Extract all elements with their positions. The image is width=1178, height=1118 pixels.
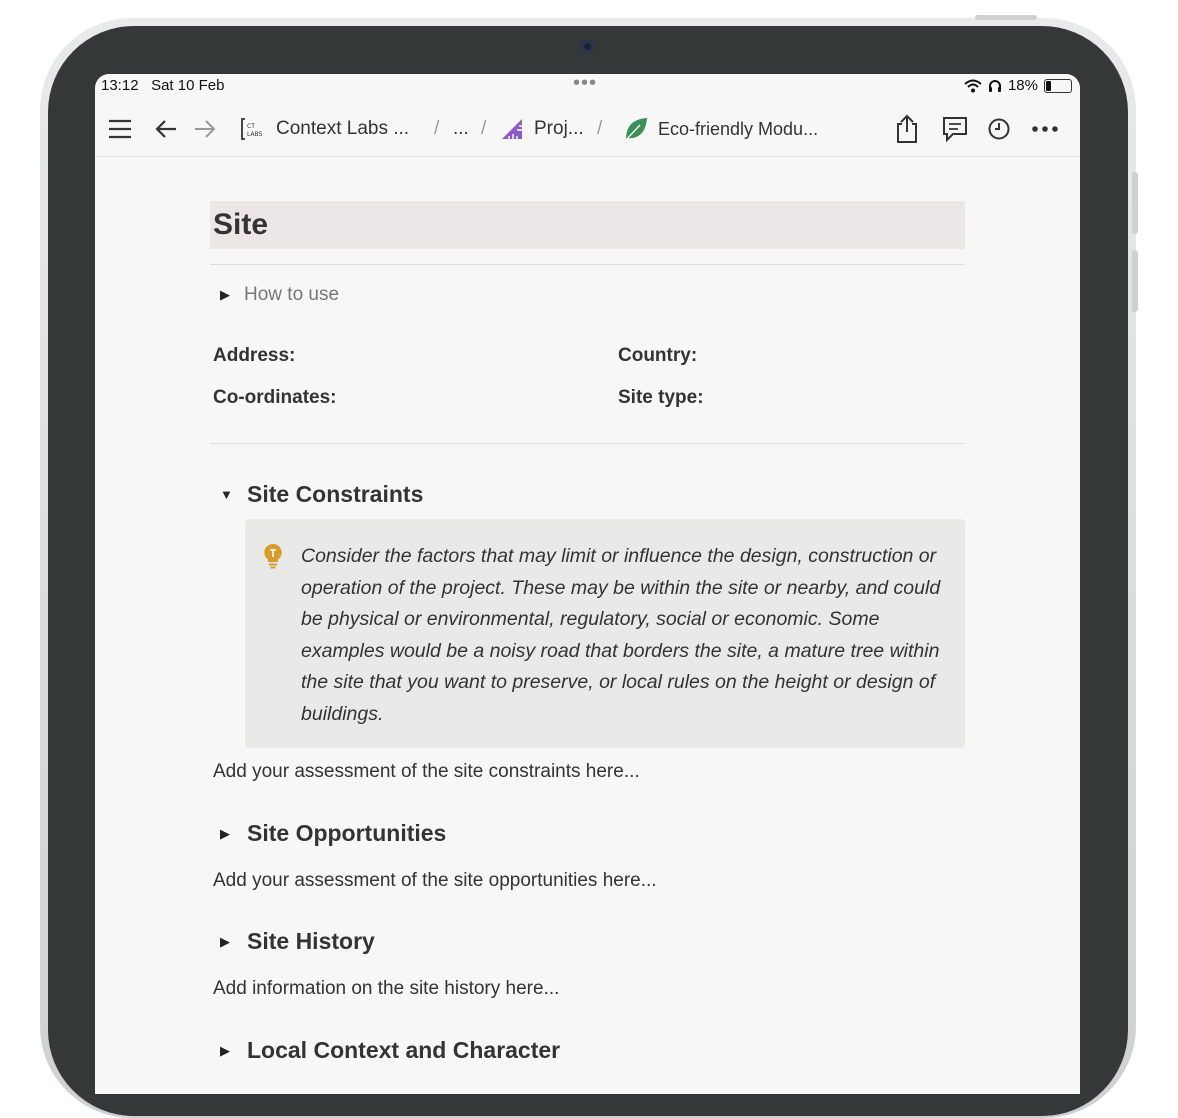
power-button — [975, 15, 1037, 20]
lightbulb-icon — [263, 543, 283, 569]
wifi-icon — [964, 79, 982, 93]
share-icon — [895, 114, 919, 144]
toggle-collapsed-icon: ▶ — [220, 825, 230, 841]
back-button[interactable] — [155, 102, 177, 156]
forward-button[interactable] — [194, 102, 216, 156]
toggle-collapsed-icon: ▶ — [220, 287, 230, 302]
status-date: Sat 10 Feb — [151, 77, 225, 94]
more-options-button[interactable] — [1031, 102, 1059, 156]
toggle-site-history[interactable] — [210, 928, 375, 955]
toggle-collapsed-icon: ▶ — [220, 933, 230, 949]
callout-block — [245, 519, 965, 748]
property-address[interactable]: Address: — [213, 345, 296, 366]
menu-button[interactable] — [108, 102, 132, 156]
toggle-collapsed-icon: ▶ — [220, 1042, 230, 1058]
battery-icon — [1044, 79, 1072, 93]
section-heading: Site Opportunities — [247, 820, 447, 846]
property-country[interactable]: Country: — [618, 345, 698, 366]
section-body-text[interactable]: Add your assessment of the site opportunities here... — [213, 870, 657, 891]
breadcrumb-page[interactable] — [623, 102, 818, 156]
breadcrumb-workspace[interactable] — [241, 102, 409, 156]
share-button[interactable] — [895, 102, 919, 156]
leaf-icon — [623, 116, 649, 142]
page-title: Site — [213, 208, 269, 241]
toggle-expanded-icon: ▼ — [220, 487, 233, 502]
toggle-local-context[interactable] — [210, 1037, 560, 1064]
multitasking-dots-icon[interactable]: ••• — [573, 74, 598, 94]
battery-percent: 18% — [1007, 77, 1038, 94]
section-heading: Site Constraints — [247, 481, 424, 507]
breadcrumb-project-label: Proj... — [534, 118, 584, 139]
comments-button[interactable] — [941, 102, 969, 156]
toggle-site-opportunities[interactable] — [210, 820, 446, 847]
section-body-text[interactable]: Add information on the site history here... — [213, 978, 560, 999]
toggle-how-to-use[interactable] — [210, 284, 339, 306]
toggle-label: How to use — [244, 284, 340, 305]
status-indicators — [964, 77, 1072, 94]
comment-icon — [941, 115, 969, 143]
volume-button — [1132, 172, 1138, 234]
breadcrumb-ellipsis[interactable]: ... — [453, 118, 469, 139]
svg-text:CT: CT — [247, 123, 255, 130]
section-heading: Local Context and Character — [247, 1037, 561, 1063]
more-horizontal-icon — [1031, 125, 1059, 133]
property-site-type[interactable]: Site type: — [618, 387, 704, 408]
headphones-icon — [988, 79, 1002, 93]
toggle-site-constraints[interactable] — [210, 481, 423, 508]
section-body-text[interactable]: Add your assessment of the site constraints here... — [213, 761, 640, 782]
svg-text:LABS: LABS — [247, 131, 263, 138]
history-button[interactable] — [987, 102, 1011, 156]
breadcrumb-workspace-label: Context Labs ... — [276, 118, 410, 139]
callout-text: Consider the factors that may limit or influence the design, construction or operation of the project. These may be within the site or nearby, and could be physical or environmental, regulatory, social or economic. Some examples would be a noisy road that borders the site, a mature tree within the site that you want to preserve, or local rules on the height or design of buildings. — [301, 545, 941, 725]
divider — [210, 443, 965, 444]
arrow-right-icon — [194, 119, 216, 139]
camera-icon — [581, 40, 594, 53]
volume-button — [1132, 250, 1138, 312]
context-labs-logo-icon — [241, 117, 267, 141]
property-coordinates[interactable]: Co-ordinates: — [213, 387, 337, 408]
status-bar — [95, 74, 1080, 98]
page-title-block[interactable] — [210, 201, 965, 249]
top-toolbar — [95, 102, 1080, 157]
breadcrumb-separator: / — [434, 118, 440, 139]
divider — [210, 264, 965, 265]
breadcrumb-project[interactable] — [500, 102, 584, 156]
app-screen — [95, 74, 1080, 1094]
hamburger-icon — [108, 118, 132, 140]
page-content — [210, 201, 965, 1063]
section-heading: Site History — [247, 928, 375, 954]
project-ruler-icon — [500, 117, 524, 141]
clock-icon — [987, 117, 1011, 141]
breadcrumb-page-label: Eco-friendly Modu... — [658, 118, 819, 139]
breadcrumb-separator: / — [597, 118, 603, 139]
status-time: 13:12 Sat 10 Feb — [101, 77, 225, 94]
breadcrumb-separator: / — [481, 118, 487, 139]
arrow-left-icon — [155, 119, 177, 139]
